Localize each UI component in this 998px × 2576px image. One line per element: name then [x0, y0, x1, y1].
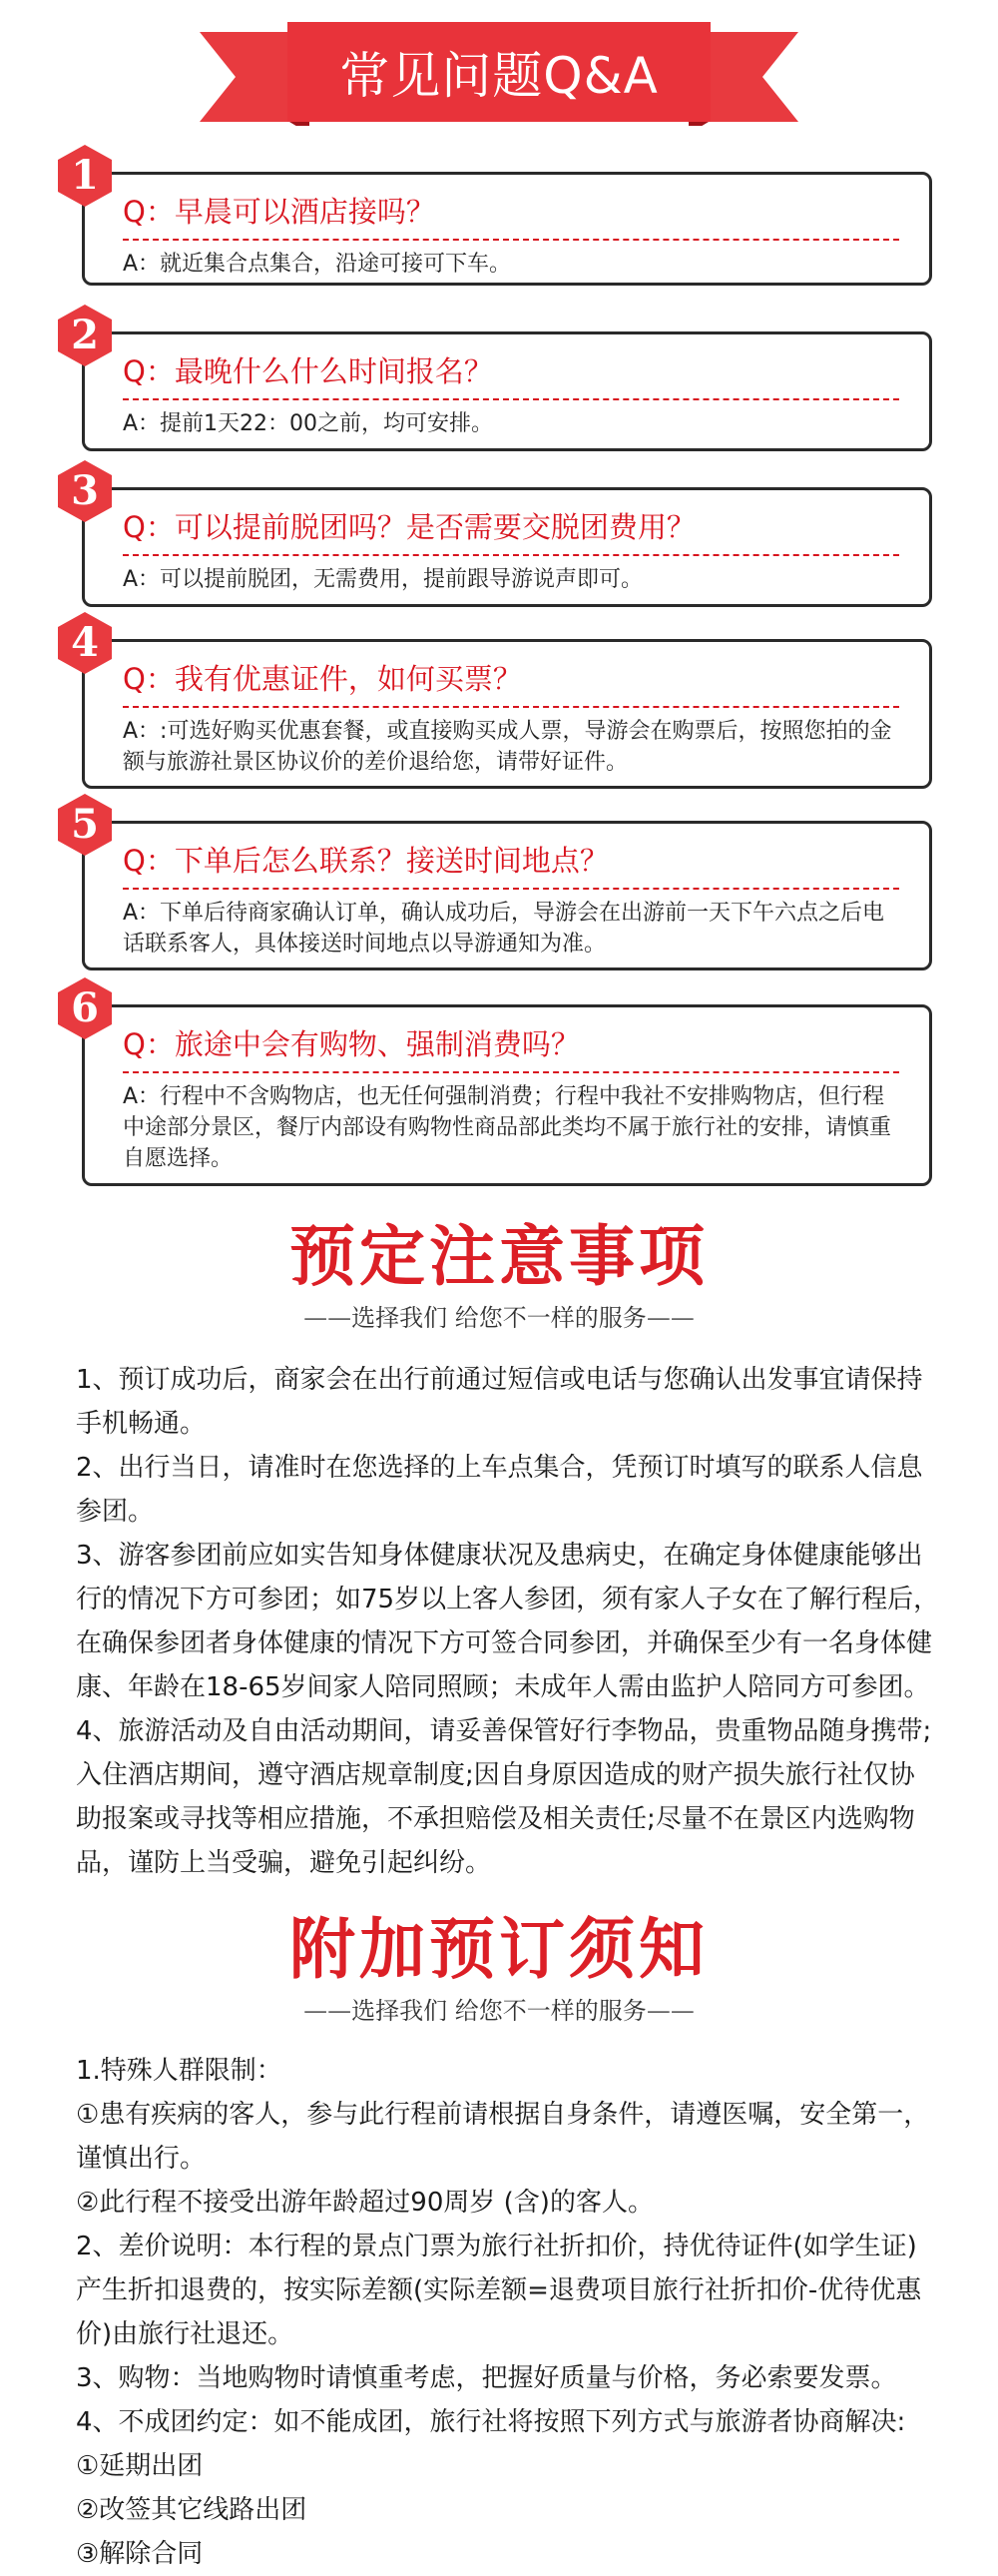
dashed-divider [123, 888, 899, 890]
dashed-divider [123, 554, 899, 556]
qa-question: Q：下单后怎么联系？接送时间地点？ [123, 844, 609, 878]
banner-title: 常见问题Q&A [339, 47, 659, 105]
qa-answer: A：提前1天22：00之前，均可安排。 [123, 411, 494, 436]
booking-notes-subtitle: ——选择我们 给您不一样的服务—— [303, 1304, 695, 1332]
note-item: 3、购物：当地购物时请慎重考虑，把握好质量与价格，务必索要发票。 [76, 2363, 897, 2393]
note-item: ②改签其它线路出团 [76, 2495, 307, 2525]
qa-answer: A：下单后待商家确认订单，确认成功后，导游会在出游前一天下午六点之后电话联系客人，具体接送时间地点以导游通知为准。 [123, 901, 885, 957]
qa-question: Q：我有优惠证件，如何买票？ [123, 662, 522, 696]
qa-card [71, 152, 932, 286]
note-item: ①患有疾病的客人，参与此行程前请根据自身条件，请遵医嘱，安全第一，谨慎出行。 [76, 2100, 930, 2174]
note-item: 3、游客参团前应如实告知身体健康状况及患病史，在确定身体健康能够出行的情况下方可参团；如75岁以上客人参团，须有家人子女在了解行程后，在确保参团者身体健康的情况下方可签合同参团，并确保至少有一名身体健康、年龄在18-65岁间家人陪同照顾；未成年人需由监护人陪同方可参团。 [76, 1541, 940, 1702]
extra-notes-title: 附加预订须知 [289, 1910, 709, 1988]
qa-question: Q：可以提前脱团吗？是否需要交脱团费用？ [123, 510, 696, 544]
note-item: 2、差价说明：本行程的景点门票为旅行社折扣价，持优待证件(如学生证)产生折扣退费的，按实际差额(实际差额=退费项目旅行社折扣价-优待优惠价)由旅行社退还。 [76, 2232, 922, 2349]
note-item: 4、旅游活动及自由活动期间，请妥善保管好行李物品，贵重物品随身携带;入住酒店期间，遵守酒店规章制度;因自身原因造成的财产损失旅行社仅协助报案或寻找等相应措施，不承担赔偿及相关责任;尽量不在景区内选购物品，谨防上当受骗，避免引起纠纷。 [76, 1716, 932, 1878]
note-item: 1、预订成功后，商家会在出行前通过短信或电话与您确认出发事宜请保持手机畅通。 [76, 1365, 923, 1439]
qa-question: Q：最晚什么什么时间报名？ [123, 354, 493, 388]
dashed-divider [123, 398, 899, 400]
number-badge: 6 [55, 977, 115, 1039]
qa-card [71, 312, 932, 451]
qa-card [71, 467, 932, 607]
extra-notes-subtitle: ——选择我们 给您不一样的服务—— [303, 1997, 695, 2025]
note-item: 4、不成团约定：如不能成团，旅行社将按照下列方式与旅游者协商解决: [76, 2407, 906, 2437]
qa-answer: A：可以提前脱团，无需费用，提前跟导游说声即可。 [123, 567, 644, 592]
number-badge: 2 [55, 305, 115, 366]
dashed-divider [123, 1071, 899, 1073]
booking-notes-title: 预定注意事项 [289, 1217, 709, 1295]
number-badge: 3 [55, 460, 115, 522]
header-banner [200, 22, 798, 126]
booking-notes-list [76, 1358, 940, 1885]
dashed-divider [123, 706, 899, 708]
number-badge: 5 [55, 794, 115, 856]
number-badge: 1 [55, 145, 115, 207]
qa-card [71, 801, 932, 970]
qa-answer: A：:可选好购买优惠套餐，或直接购买成人票，导游会在购票后，按照您拍的金额与旅游社景区协议价的差价退给您，请带好证件。 [123, 719, 892, 775]
note-item: 2、出行当日，请准时在您选择的上车点集合，凭预订时填写的联系人信息参团。 [76, 1453, 923, 1527]
qa-question: Q：早晨可以酒店接吗？ [123, 195, 435, 229]
dashed-divider [123, 239, 899, 241]
qa-answer: A：行程中不含购物店，也无任何强制消费；行程中我社不安排购物店，但行程中途部分景区，餐厅内部设有购物性商品部此类均不属于旅行社的安排，请慎重自愿选择。 [123, 1084, 892, 1171]
qa-answer: A：就近集合点集合，沿途可接可下车。 [123, 252, 512, 277]
note-item: 1.特殊人群限制： [76, 2056, 282, 2086]
note-item: ①延期出团 [76, 2451, 204, 2481]
qa-card [71, 619, 932, 789]
note-item: ②此行程不接受出游年龄超过90周岁 (含)的客人。 [76, 2188, 654, 2218]
number-badge: 4 [55, 612, 115, 674]
extra-notes-list [76, 2049, 940, 2576]
qa-question: Q：旅途中会有购物、强制消费吗？ [123, 1027, 580, 1061]
qa-card [71, 984, 932, 1186]
note-item: ③解除合同 [76, 2539, 204, 2569]
